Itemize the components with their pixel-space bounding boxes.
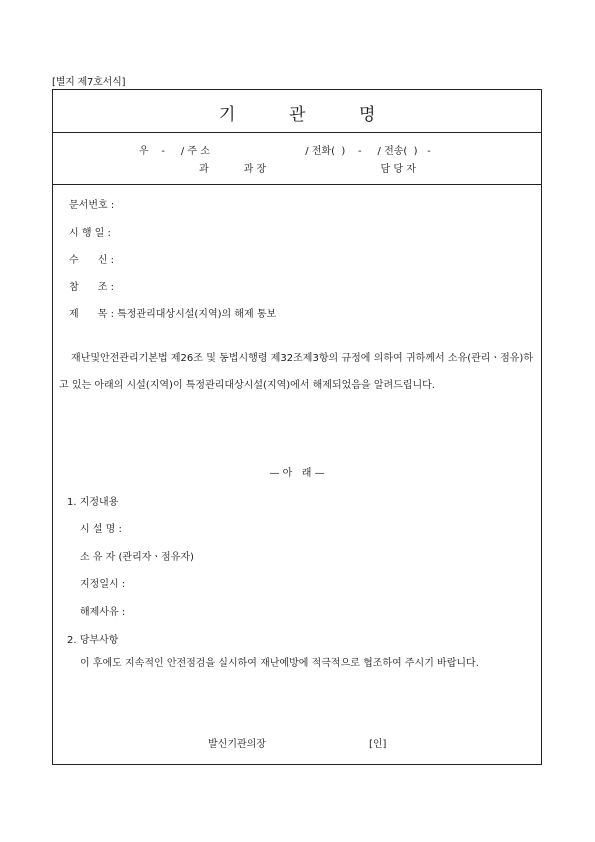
title-char-3: 명 [359,105,376,125]
release-reason-field: 해제사유 : [80,607,126,618]
document-body [53,184,541,764]
form-number-label: [별지 제7호서식] [52,77,126,88]
recipient-field: 수 신 : [69,255,114,266]
owner-field: 소 유 자 (관리자ㆍ점유자) [80,552,194,563]
department-line: 과 과 장 담 당 자 [199,164,416,175]
reference-field: 참 조 : [69,282,114,293]
sender-title: 발신기관의장 [208,739,266,750]
title-row [53,90,541,133]
address-row [53,132,541,185]
section1-heading: 1. 지정내용 [67,497,119,508]
body-paragraph: 재난및안전관리기본법 제26조 및 동법시행령 제32조제3항의 규정에 의하여 귀하께서 소유(관리ㆍ점유)하고 있는 아래의 시설(지역)이 특정관리대상시설(지역)에서 해제되었음을 알려드립니다. [59,353,533,391]
section2-text: 이 후에도 지속적인 안전점검을 실시하여 재난예방에 적극적으로 협조하여 주시기 바랍니다. [80,658,479,669]
title-char-1: 기 [219,105,236,125]
doc-number-field: 문서번호 : [69,200,115,211]
facility-name-field: 시 설 명 : [80,524,122,535]
subject-field: 제 목 : 특정관리대상시설(지역)의 해제 통보 [69,309,277,320]
seal-mark: [인] [369,739,387,750]
title-char-2: 관 [289,105,306,125]
section2-heading: 2. 당부사항 [67,635,119,646]
form-frame [52,89,542,765]
below-heading: — 아 래 — [269,468,325,479]
date-field: 시 행 일 : [69,228,111,239]
address-line: 우 - / 주 소 / 전화( ) - / 전송( ) - [139,146,431,157]
designation-date-field: 지정일시 : [80,579,126,590]
